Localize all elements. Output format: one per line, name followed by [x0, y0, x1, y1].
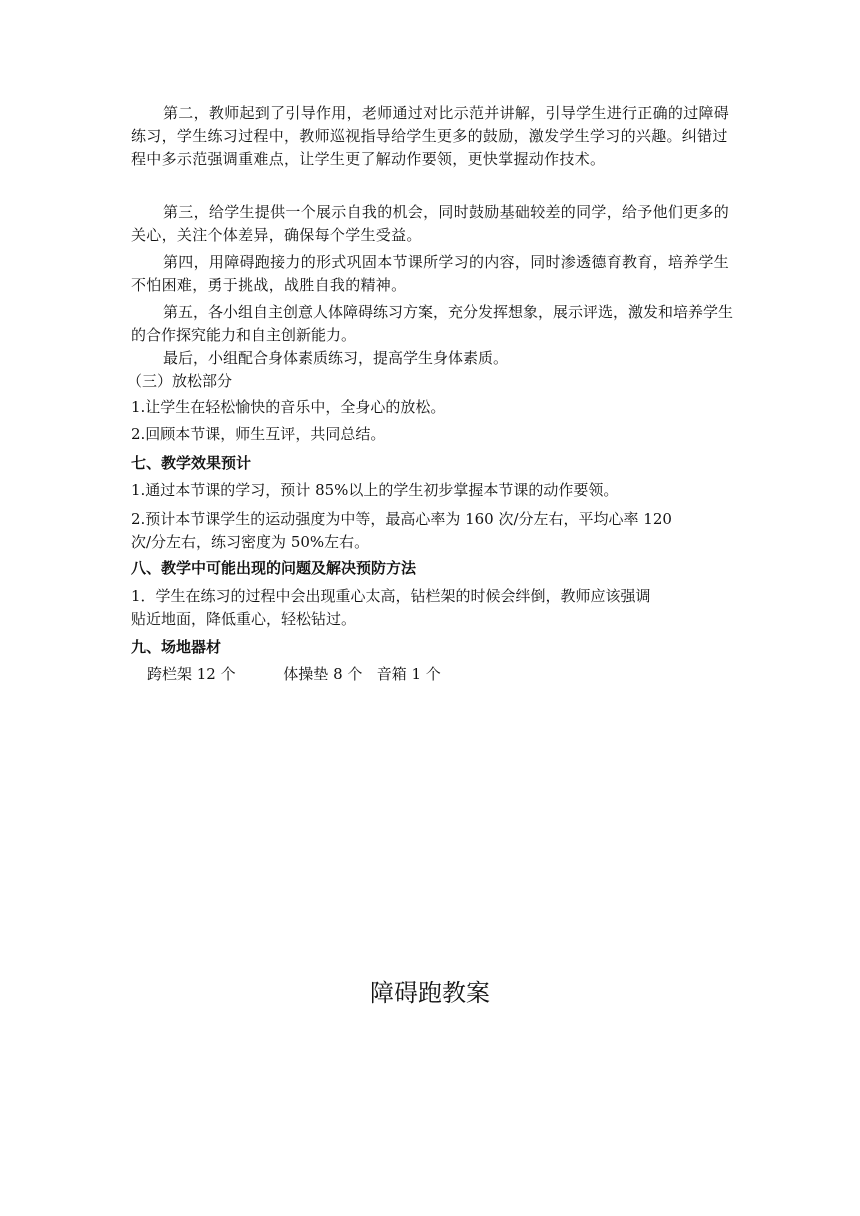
problems-item-1-line1: 1．学生在练习的过程中会出现重心太高，钻栏架的时候会绊倒，教师应该强调	[131, 587, 651, 605]
section-heading-problems: 八、教学中可能出现的问题及解决预防方法	[131, 559, 417, 577]
paragraph-second	[131, 102, 731, 171]
paragraph-text: 第二，教师起到了引导作用，老师通过对比示范并讲解，引导学生进行正确的过障碍练习，学生练习过程中，教师巡视指导给学生更多的鼓励，激发学生学习的兴趣。纠错过程中多示范强调重难点，让学生更了解动作要领，更快掌握动作技术。	[131, 104, 730, 168]
paragraph-third	[131, 201, 731, 247]
effect-item-1: 1.通过本节课的学习，预计 85%以上的学生初步掌握本节课的动作要领。	[131, 481, 619, 499]
document-title: 障碍跑教案	[370, 979, 490, 1007]
section-heading-relax: （三）放松部分	[127, 372, 233, 390]
paragraph-last: 最后，小组配合身体素质练习，提高学生身体素质。	[163, 349, 509, 367]
effect-item-2-line2: 次/分左右，练习密度为 50%左右。	[131, 533, 370, 551]
paragraph-fifth-line1: 第五，各小组自主创意人体障碍练习方案，充分发挥想象，展示评选，激发和培养学生	[163, 303, 734, 321]
relax-item-2: 2.回顾本节课，师生互评，共同总结。	[131, 425, 386, 443]
paragraph-fourth	[131, 251, 731, 297]
relax-item-1: 1.让学生在轻松愉快的音乐中，全身心的放松。	[131, 398, 446, 416]
paragraph-fifth-line2: 的合作探究能力和自主创新能力。	[131, 326, 357, 344]
problems-item-1-line2: 贴近地面，降低重心，轻松钻过。	[131, 610, 357, 628]
equipment-list: 跨栏架 12 个 体操垫 8 个 音箱 1 个	[147, 665, 441, 683]
effect-item-2-line1: 2.预计本节课学生的运动强度为中等，最高心率为 160 次/分左右，平均心率 120	[131, 510, 672, 528]
section-heading-equipment: 九、场地器材	[131, 638, 222, 656]
paragraph-text: 第三，给学生提供一个展示自我的机会，同时鼓励基础较差的同学，给予他们更多的关心，关注个体差异，确保每个学生受益。	[131, 203, 730, 244]
section-heading-effect: 七、教学效果预计	[131, 454, 252, 472]
paragraph-text: 第四，用障碍跑接力的形式巩固本节课所学习的内容，同时渗透德育教育，培养学生不怕困难，勇于挑战，战胜自我的精神。	[131, 253, 730, 294]
